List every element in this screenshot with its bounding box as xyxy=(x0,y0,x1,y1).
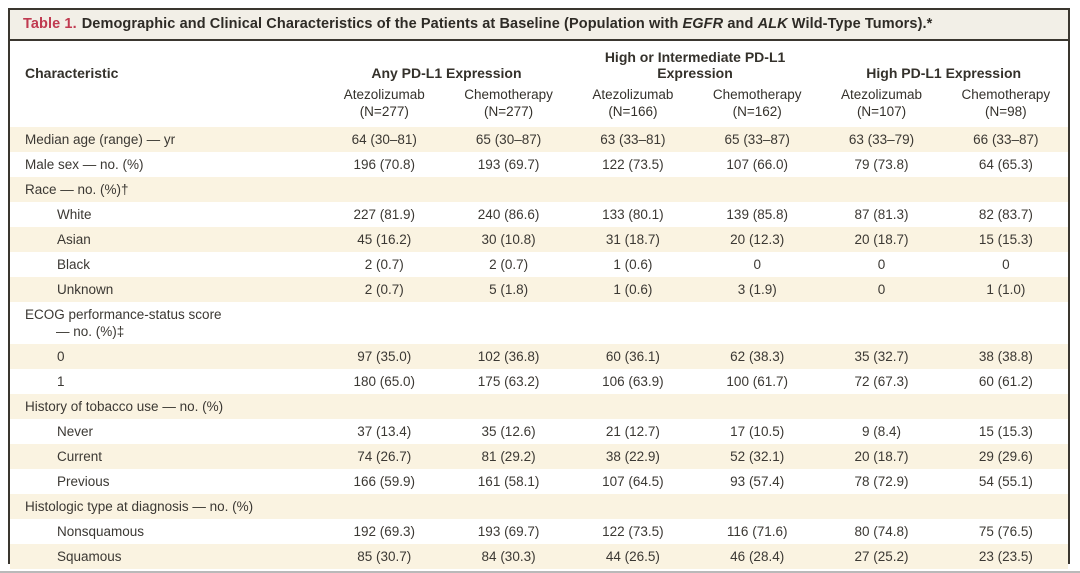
table-row xyxy=(10,469,1068,494)
table-row xyxy=(10,277,1068,302)
table-cell xyxy=(446,494,570,519)
table-cell: 175 (63.2) xyxy=(477,374,540,390)
table-cell: 240 (86.6) xyxy=(477,207,540,223)
row-label: Unknown xyxy=(57,282,114,298)
table-row xyxy=(10,544,1068,569)
table-number-label: Table 1. xyxy=(23,16,77,32)
gene-name: ALK xyxy=(757,16,788,32)
drug-name: Chemotherapy xyxy=(961,87,1051,103)
table-cell xyxy=(944,494,1068,519)
table-cell xyxy=(819,302,943,344)
table-cell: 65 (33–87) xyxy=(724,132,790,148)
table-cell: 31 (18.7) xyxy=(605,232,660,248)
sample-size: (N=277) xyxy=(359,103,409,119)
table-cell: 20 (12.3) xyxy=(730,232,785,248)
title-segment: and xyxy=(723,16,758,32)
sample-size: (N=277) xyxy=(484,103,534,119)
row-label: 0 xyxy=(57,349,65,365)
row-label: Median age (range) — yr xyxy=(25,132,176,148)
table-cell: 44 (26.5) xyxy=(605,549,660,565)
row-label: Nonsquamous xyxy=(57,524,145,540)
table-cell xyxy=(695,394,819,419)
table-cell: 15 (15.3) xyxy=(978,232,1033,248)
gene-name: EGFR xyxy=(682,16,724,32)
table-cell: 193 (69.7) xyxy=(477,524,540,540)
row-label xyxy=(10,302,322,344)
baseline-characteristics-table xyxy=(10,41,1068,569)
table-cell: 102 (36.8) xyxy=(477,349,540,365)
row-label: Race — no. (%)† xyxy=(25,182,129,198)
table-cell: 64 (30–81) xyxy=(351,132,417,148)
subcolumn-header-row xyxy=(10,84,1068,127)
table-cell xyxy=(446,394,570,419)
table-cell: 2 (0.7) xyxy=(489,257,529,273)
table-cell: 180 (65.0) xyxy=(353,374,416,390)
table-cell xyxy=(571,177,695,202)
table-cell xyxy=(944,394,1068,419)
table-cell: 64 (65.3) xyxy=(978,157,1033,173)
row-label: 1 xyxy=(57,374,65,390)
table-cell: 30 (10.8) xyxy=(481,232,536,248)
table-cell: 166 (59.9) xyxy=(353,474,416,490)
table-cell: 52 (32.1) xyxy=(730,449,785,465)
table-cell: 0 xyxy=(1002,257,1010,273)
group-header-high-or-intermediate-pdl1-expression: High or Intermediate PD-L1 Expression xyxy=(604,49,786,82)
group-header-any-pdl1-expression: Any PD-L1 Expression xyxy=(371,65,522,82)
table-cell: 100 (61.7) xyxy=(726,374,788,390)
table-cell: 54 (55.1) xyxy=(978,474,1033,490)
table-cell: 35 (32.7) xyxy=(854,349,909,365)
table-cell: 38 (38.8) xyxy=(978,349,1033,365)
table-cell: 3 (1.9) xyxy=(737,282,777,298)
table-row xyxy=(10,369,1068,394)
table-cell: 122 (73.5) xyxy=(602,524,664,540)
table-cell: 60 (36.1) xyxy=(605,349,660,365)
table-cell xyxy=(944,302,1068,344)
table-cell: 139 (85.8) xyxy=(726,207,788,223)
row-label: Never xyxy=(57,424,94,440)
table-cell: 2 (0.7) xyxy=(364,257,404,273)
title-segment: Demographic and Clinical Characteristics of the Patients at Baseline (Population with xyxy=(81,16,683,32)
table-row xyxy=(10,444,1068,469)
table-cell xyxy=(571,394,695,419)
table-cell xyxy=(446,302,570,344)
table-cell: 116 (71.6) xyxy=(726,524,788,540)
table-cell: 97 (35.0) xyxy=(357,349,412,365)
sample-size: (N=162) xyxy=(732,103,782,119)
table-cell: 15 (15.3) xyxy=(978,424,1033,440)
table-cell xyxy=(819,494,943,519)
table-cell: 35 (12.6) xyxy=(481,424,536,440)
row-label: Previous xyxy=(57,474,110,490)
table-header xyxy=(10,41,1068,127)
table-body xyxy=(10,127,1068,569)
table-row xyxy=(10,152,1068,177)
table-row xyxy=(10,202,1068,227)
table-cell: 84 (30.3) xyxy=(481,549,536,565)
table-cell xyxy=(819,394,943,419)
table-row xyxy=(10,252,1068,277)
table-cell: 66 (33–87) xyxy=(973,132,1039,148)
table-row xyxy=(10,519,1068,544)
drug-name: Chemotherapy xyxy=(464,87,553,103)
drug-name: Chemotherapy xyxy=(712,87,802,103)
table-cell xyxy=(322,494,446,519)
table-cell xyxy=(322,302,446,344)
table-cell: 227 (81.9) xyxy=(353,207,416,223)
drug-name: Atezolizumab xyxy=(840,87,923,103)
table-cell: 9 (8.4) xyxy=(862,424,902,440)
table-cell: 45 (16.2) xyxy=(357,232,412,248)
table-row xyxy=(10,494,1068,519)
table-cell: 122 (73.5) xyxy=(602,157,664,173)
table-row xyxy=(10,394,1068,419)
drug-name: Atezolizumab xyxy=(343,87,425,103)
table-cell: 80 (74.8) xyxy=(854,524,909,540)
table-cell: 133 (80.1) xyxy=(602,207,664,223)
table-cell xyxy=(322,394,446,419)
table-cell: 78 (72.9) xyxy=(854,474,909,490)
table-cell: 20 (18.7) xyxy=(854,449,909,465)
table-cell: 93 (57.4) xyxy=(730,474,785,490)
row-label: History of tobacco use — no. (%) xyxy=(25,399,224,415)
table-cell: 193 (69.7) xyxy=(477,157,540,173)
row-label: Asian xyxy=(57,232,91,248)
subcolumn-header-empty xyxy=(10,84,322,127)
subcolumn-header-chemotherapy-any xyxy=(446,84,570,127)
table-cell xyxy=(446,177,570,202)
table-cell xyxy=(695,177,819,202)
table-cell: 2 (0.7) xyxy=(364,282,404,298)
table-cell: 29 (29.6) xyxy=(978,449,1033,465)
table-cell: 60 (61.2) xyxy=(978,374,1033,390)
subcolumn-header-atezolizumab-high xyxy=(819,84,943,127)
table-cell: 81 (29.2) xyxy=(481,449,536,465)
group-header-row xyxy=(10,41,1068,84)
table-cell xyxy=(695,302,819,344)
table-cell: 17 (10.5) xyxy=(730,424,785,440)
table-cell: 0 xyxy=(877,282,886,298)
table-cell: 196 (70.8) xyxy=(353,157,416,173)
table-cell: 72 (67.3) xyxy=(854,374,909,390)
table-cell xyxy=(571,494,695,519)
table-cell xyxy=(944,177,1068,202)
sample-size: (N=98) xyxy=(985,103,1027,119)
row-label: Squamous xyxy=(57,549,122,565)
row-label: Black xyxy=(57,257,91,273)
table-cell: 62 (38.3) xyxy=(730,349,785,365)
table-cell: 38 (22.9) xyxy=(605,449,660,465)
table-cell: 0 xyxy=(753,257,761,273)
table-cell xyxy=(571,302,695,344)
table-cell: 63 (33–79) xyxy=(848,132,915,148)
row-label-line1: ECOG performance-status score xyxy=(25,307,222,323)
table-cell: 161 (58.1) xyxy=(477,474,540,490)
table-cell: 65 (30–87) xyxy=(475,132,542,148)
table-cell: 107 (64.5) xyxy=(602,474,664,490)
table-cell: 23 (23.5) xyxy=(978,549,1033,565)
table-cell: 46 (28.4) xyxy=(730,549,785,565)
table-cell: 63 (33–81) xyxy=(600,132,666,148)
table-cell: 37 (13.4) xyxy=(357,424,412,440)
table-title-bar xyxy=(10,10,1068,41)
table-cell: 20 (18.7) xyxy=(854,232,909,248)
table-cell: 87 (81.3) xyxy=(854,207,909,223)
table-title-text xyxy=(82,16,933,32)
group-header-high-pdl1-expression: High PD-L1 Expression xyxy=(866,65,1022,82)
table-row xyxy=(10,302,1068,344)
row-label: Current xyxy=(57,449,103,465)
title-segment: Wild-Type Tumors).* xyxy=(787,16,933,32)
row-label: Male sex — no. (%) xyxy=(25,157,144,173)
table-cell: 21 (12.7) xyxy=(605,424,660,440)
table-row xyxy=(10,419,1068,444)
sample-size: (N=107) xyxy=(856,103,907,119)
table-cell: 75 (76.5) xyxy=(978,524,1033,540)
row-label: White xyxy=(57,207,92,223)
subcolumn-header-chemotherapy-high-intermediate xyxy=(695,84,819,127)
table-cell xyxy=(322,177,446,202)
table-row xyxy=(10,344,1068,369)
baseline-characteristics-table-card xyxy=(8,8,1070,564)
table-cell: 0 xyxy=(877,257,886,273)
subcolumn-header-atezolizumab-high-intermediate xyxy=(571,84,695,127)
row-label: Histologic type at diagnosis — no. (%) xyxy=(25,499,254,515)
table-cell: 1 (0.6) xyxy=(613,282,653,298)
table-cell: 192 (69.3) xyxy=(353,524,416,540)
table-cell xyxy=(695,494,819,519)
table-cell: 82 (83.7) xyxy=(978,207,1033,223)
table-row xyxy=(10,177,1068,202)
table-row xyxy=(10,127,1068,152)
subcolumn-header-chemotherapy-high xyxy=(944,84,1068,127)
table-cell: 1 (1.0) xyxy=(986,282,1026,298)
table-cell: 5 (1.8) xyxy=(489,282,529,298)
table-cell: 79 (73.8) xyxy=(854,157,909,173)
table-cell: 27 (25.2) xyxy=(854,549,909,565)
table-cell: 106 (63.9) xyxy=(602,374,664,390)
table-cell: 107 (66.0) xyxy=(726,157,788,173)
table-cell: 74 (26.7) xyxy=(357,449,412,465)
subcolumn-header-atezolizumab-any xyxy=(322,84,446,127)
drug-name: Atezolizumab xyxy=(592,87,674,103)
column-header-characteristic: Characteristic xyxy=(25,65,119,82)
row-label-line2: — no. (%)‡ xyxy=(56,324,125,340)
table-cell xyxy=(819,177,943,202)
table-cell: 85 (30.7) xyxy=(357,549,412,565)
table-row xyxy=(10,227,1068,252)
table-cell: 1 (0.6) xyxy=(613,257,653,273)
sample-size: (N=166) xyxy=(608,103,658,119)
